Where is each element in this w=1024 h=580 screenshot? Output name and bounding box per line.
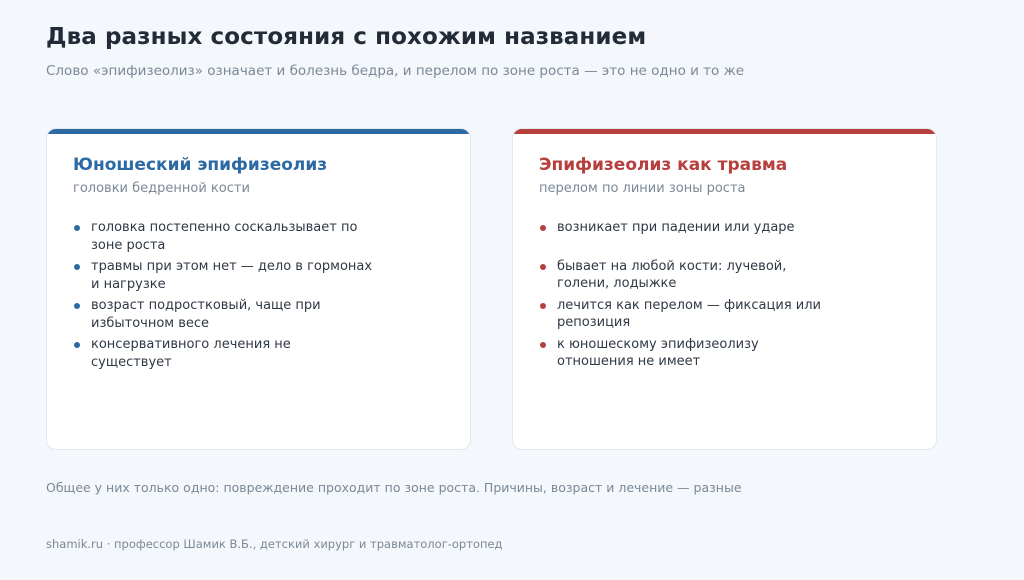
bullet-dot-icon	[540, 342, 546, 348]
card-traumatic-epiphysiolysis	[512, 128, 937, 450]
card-juvenile-epiphysiolysis	[46, 128, 471, 450]
list-item	[539, 336, 839, 371]
bullet-list	[539, 219, 839, 375]
list-item-text: возникает при падении или ударе	[557, 220, 795, 235]
bullet-dot-icon	[540, 225, 546, 231]
page-title: Два разных состояния с похожим названием	[46, 24, 647, 50]
summary-note: Общее у них только одно: повреждение проходит по зоне роста. Причины, возраст и лечение — разные	[46, 480, 742, 495]
list-item-text: к юношескому эпифизеолизу отношения не имеет	[557, 336, 759, 369]
list-item	[539, 219, 839, 237]
bullet-dot-icon	[74, 264, 80, 270]
list-item	[73, 336, 373, 371]
list-item	[539, 258, 839, 293]
list-item-text: бывает на любой кости: лучевой, голени, лодыжке	[557, 258, 787, 291]
list-item-text: консервативного лечения не существует	[91, 337, 291, 370]
list-item	[73, 258, 373, 293]
bullet-dot-icon	[540, 264, 546, 270]
list-item	[73, 219, 373, 254]
bullet-dot-icon	[74, 225, 80, 231]
card-subtitle: перелом по линии зоны роста	[539, 181, 746, 196]
bullet-list	[73, 219, 373, 375]
credit-line: shamik.ru · профессор Шамик В.Б., детский хирург и травматолог-ортопед	[46, 537, 503, 551]
card-title: Юношеский эпифизеолиз	[73, 155, 328, 175]
list-item	[539, 297, 839, 332]
list-item-text: головка постепенно соскальзывает по зоне роста	[91, 220, 358, 253]
card-accent-bar	[513, 129, 936, 134]
card-accent-bar	[47, 129, 470, 134]
list-item-text: возраст подростковый, чаще при избыточном весе	[91, 298, 321, 331]
card-subtitle: головки бедренной кости	[73, 181, 250, 196]
list-item	[73, 297, 373, 332]
bullet-dot-icon	[540, 303, 546, 309]
list-item-text: лечится как перелом — фиксация или репозиция	[557, 297, 821, 330]
card-title: Эпифизеолиз как травма	[539, 155, 788, 175]
bullet-dot-icon	[74, 303, 80, 309]
page-subtitle: Слово «эпифизеолиз» означает и болезнь бедра, и перелом по зоне роста — это не одно и то же	[46, 63, 745, 79]
bullet-dot-icon	[74, 342, 80, 348]
list-item-text: травмы при этом нет — дело в гормонах и нагрузке	[91, 259, 373, 292]
